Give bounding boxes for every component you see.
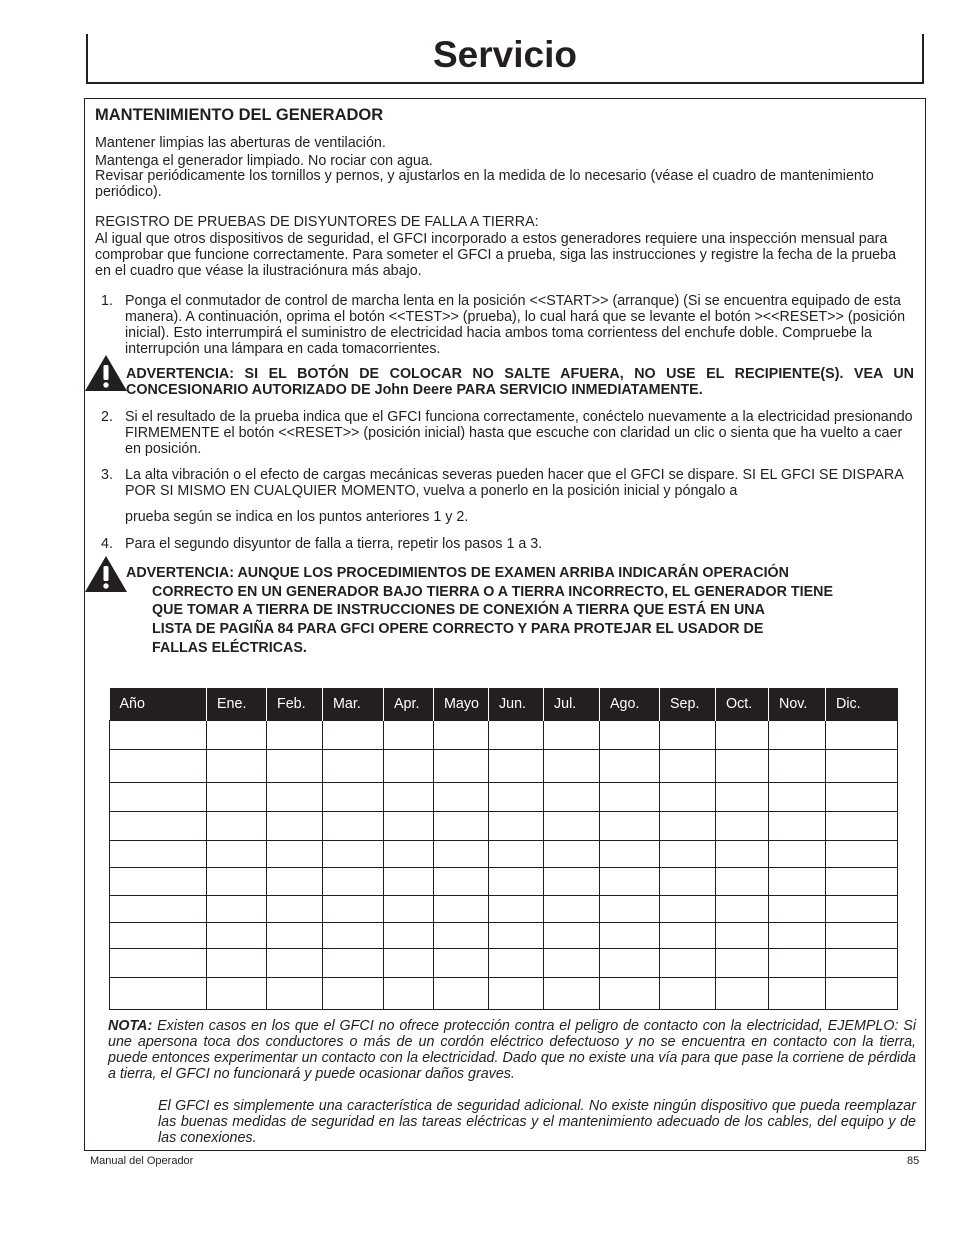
note-label: NOTA: <box>108 1018 153 1034</box>
table-cell[interactable] <box>384 978 434 1010</box>
table-cell[interactable] <box>110 783 207 812</box>
warning-2-line-1: ADVERTENCIA: AUNQUE LOS PROCEDIMIENTOS DE EXAMEN ARRIBA INDICARÁN OPERACIÓN <box>126 565 789 581</box>
column-header-month: Apr. <box>384 688 434 721</box>
table-cell[interactable] <box>826 923 898 949</box>
step-2-text: Si el resultado de la prueba indica que el GFCI funciona correctamente, conéctelo nuevamente a la electricidad presionando FIRMEMENTE el botón <<RESET>> (posición inicial) hasta que escuche con claridad un clic o sienta que ha vuelto a caer en posición. <box>125 409 913 457</box>
note-paragraph-1 <box>108 1018 916 1082</box>
table-cell[interactable] <box>323 721 384 750</box>
warning-2-line-2: CORRECTO EN UN GENERADOR BAJO TIERRA O A TIERRA INCORRECTO, EL GENERADOR TIENE <box>152 584 834 600</box>
table-cell[interactable] <box>544 923 600 949</box>
maintenance-line-3: Revisar periódicamente los tornillos y pernos, y ajustarlos en la medida de lo necesario (véase el cuadro de mantenimiento periódico). <box>95 168 874 200</box>
warning-2-line-5: FALLAS ELÉCTRICAS. <box>152 640 307 656</box>
table-cell[interactable] <box>110 923 207 949</box>
table-cell[interactable] <box>110 868 207 896</box>
table-cell[interactable] <box>489 841 544 868</box>
table-row <box>110 923 898 949</box>
table-cell[interactable] <box>207 841 267 868</box>
table-cell[interactable] <box>384 812 434 841</box>
table-cell[interactable] <box>434 949 489 978</box>
table-cell[interactable] <box>207 783 267 812</box>
table-cell[interactable] <box>826 978 898 1010</box>
table-cell[interactable] <box>489 812 544 841</box>
table-cell[interactable] <box>600 923 660 949</box>
table-cell[interactable] <box>323 896 384 923</box>
table-cell[interactable] <box>769 783 826 812</box>
maintenance-line-1: Mantener limpias las aberturas de ventilación. <box>95 135 386 151</box>
column-header-month: Mayo <box>434 688 489 721</box>
table-row <box>110 721 898 750</box>
note-paragraph-2: El GFCI es simplemente una característica de seguridad adicional. No existe ningún dispositivo que pueda reemplazar las buenas medidas de seguridad en las tareas eléctricas y el mantenimiento adecuado de los cables, del equipo y de las conexiones. <box>158 1098 916 1146</box>
table-cell[interactable] <box>267 868 323 896</box>
table-cell[interactable] <box>544 978 600 1010</box>
table-cell[interactable] <box>660 812 716 841</box>
table-cell[interactable] <box>716 783 769 812</box>
footer-manual-name: Manual del Operador <box>90 1155 194 1167</box>
table-cell[interactable] <box>110 812 207 841</box>
column-header-month: Dic. <box>826 688 898 721</box>
table-cell[interactable] <box>544 721 600 750</box>
table-cell[interactable] <box>544 896 600 923</box>
section-heading: MANTENIMIENTO DEL GENERADOR <box>95 106 384 124</box>
table-cell[interactable] <box>207 868 267 896</box>
table-cell[interactable] <box>434 812 489 841</box>
table-cell[interactable] <box>384 949 434 978</box>
table-cell[interactable] <box>323 978 384 1010</box>
table-cell[interactable] <box>489 783 544 812</box>
table-cell[interactable] <box>110 949 207 978</box>
table-cell[interactable] <box>434 783 489 812</box>
table-cell[interactable] <box>384 841 434 868</box>
table-cell[interactable] <box>826 812 898 841</box>
note-text-1: Existen casos en los que el GFCI no ofrece protección contra el peligro de contacto con la electricidad, EJEMPLO: Si une apersona toca dos conductores o más de un cordón eléctrico defectuoso y no se encuentra en contacto con la tierra, puede entonces experimentar un contacto con la electricidad. Dado que no existe una vía para que pase la corriene de pérdida a tierra, el GFCI no funcionará y puede ocasionar daños graves. <box>108 1018 916 1082</box>
table-cell[interactable] <box>489 750 544 783</box>
table-cell[interactable] <box>660 783 716 812</box>
table-cell[interactable] <box>660 949 716 978</box>
table-cell[interactable] <box>323 783 384 812</box>
warning-triangle-icon <box>84 555 128 593</box>
step-3-text: La alta vibración o el efecto de cargas mecánicas severas pueden hacer que el GFCI se dispare. SI EL GFCI SE DISPARA POR SI MISMO EN CUALQUIER MOMENTO, vuelva a ponerlo en la posición inicial y póngalo a <box>125 467 903 499</box>
table-cell[interactable] <box>660 841 716 868</box>
column-header-month: Ene. <box>207 688 267 721</box>
table-cell[interactable] <box>434 868 489 896</box>
table-cell[interactable] <box>207 978 267 1010</box>
table-row <box>110 783 898 812</box>
table-cell[interactable] <box>384 868 434 896</box>
table-cell[interactable] <box>267 812 323 841</box>
step-3-continuation: prueba según se indica en los puntos anteriores 1 y 2. <box>125 509 469 525</box>
column-header-month: Ago. <box>600 688 660 721</box>
table-cell[interactable] <box>110 750 207 783</box>
table-cell[interactable] <box>267 978 323 1010</box>
note-block <box>108 1018 916 1146</box>
table-cell[interactable] <box>267 923 323 949</box>
table-cell[interactable] <box>600 978 660 1010</box>
table-cell[interactable] <box>544 841 600 868</box>
table-cell[interactable] <box>769 949 826 978</box>
table-cell[interactable] <box>207 923 267 949</box>
table-cell[interactable] <box>600 841 660 868</box>
table-cell[interactable] <box>544 949 600 978</box>
warning-2-line-3: QUE TOMAR A TIERRA DE INSTRUCCIONES DE CONEXIÓN A TIERRA QUE ESTÁ EN UNA <box>152 602 765 618</box>
table-cell[interactable] <box>434 923 489 949</box>
table-cell[interactable] <box>716 868 769 896</box>
column-header-month: Mar. <box>323 688 384 721</box>
table-cell[interactable] <box>544 750 600 783</box>
table-cell[interactable] <box>267 841 323 868</box>
table-cell[interactable] <box>267 949 323 978</box>
table-cell[interactable] <box>660 978 716 1010</box>
table-cell[interactable] <box>826 868 898 896</box>
table-row <box>110 896 898 923</box>
table-cell[interactable] <box>600 812 660 841</box>
column-header-month: Oct. <box>716 688 769 721</box>
table-cell[interactable] <box>716 978 769 1010</box>
table-cell[interactable] <box>384 721 434 750</box>
table-cell[interactable] <box>769 812 826 841</box>
table-cell[interactable] <box>110 896 207 923</box>
table-cell[interactable] <box>660 750 716 783</box>
table-cell[interactable] <box>544 812 600 841</box>
table-cell[interactable] <box>600 783 660 812</box>
table-cell[interactable] <box>110 721 207 750</box>
table-cell[interactable] <box>600 750 660 783</box>
column-header-month: Jun. <box>489 688 544 721</box>
table-cell[interactable] <box>434 721 489 750</box>
table-cell[interactable] <box>600 868 660 896</box>
table-cell[interactable] <box>826 949 898 978</box>
gfci-test-log-table <box>109 688 898 1010</box>
table-cell[interactable] <box>110 978 207 1010</box>
step-number: 2. <box>101 409 113 425</box>
table-cell[interactable] <box>826 750 898 783</box>
table-cell[interactable] <box>826 841 898 868</box>
table-cell[interactable] <box>826 721 898 750</box>
table-cell[interactable] <box>716 750 769 783</box>
column-header-year: Año <box>110 688 207 721</box>
column-header-month: Sep. <box>660 688 716 721</box>
table-cell[interactable] <box>434 896 489 923</box>
step-number: 1. <box>101 293 113 309</box>
table-cell[interactable] <box>544 783 600 812</box>
table-cell[interactable] <box>489 978 544 1010</box>
step-1-text: Ponga el conmutador de control de marcha lenta en la posición <<START>> (arranque) (Si se encuentra equipado de esta manera). A continuación, oprima el botón <<TEST>> (prueba), lo cual hará que se levante el botón ><<RESET>> (posición inicial). Esto interrumpirá el suministro de electricidad hacia ambos toma corrientess del enchufe doble. Compruebe la interrupción una lámpara en cada tomacorrientes. <box>125 293 906 357</box>
table-row <box>110 868 898 896</box>
table-cell[interactable] <box>769 841 826 868</box>
table-cell[interactable] <box>716 721 769 750</box>
table-cell[interactable] <box>489 721 544 750</box>
table-cell[interactable] <box>826 896 898 923</box>
table-cell[interactable] <box>826 783 898 812</box>
table-cell[interactable] <box>267 721 323 750</box>
title-box <box>86 34 924 84</box>
table-cell[interactable] <box>267 896 323 923</box>
table-cell[interactable] <box>489 923 544 949</box>
table-row <box>110 978 898 1010</box>
table-cell[interactable] <box>267 750 323 783</box>
table-cell[interactable] <box>207 812 267 841</box>
gfci-heading: REGISTRO DE PRUEBAS DE DISYUNTORES DE FALLA A TIERRA: <box>95 214 539 230</box>
table-cell[interactable] <box>323 812 384 841</box>
step-number: 3. <box>101 467 113 483</box>
table-cell[interactable] <box>660 923 716 949</box>
warning-triangle-icon <box>84 354 128 392</box>
table-cell[interactable] <box>489 868 544 896</box>
table-cell[interactable] <box>207 721 267 750</box>
table-cell[interactable] <box>769 721 826 750</box>
table-cell[interactable] <box>323 750 384 783</box>
column-header-month: Jul. <box>544 688 600 721</box>
table-row <box>110 750 898 783</box>
table-cell[interactable] <box>769 750 826 783</box>
table-cell[interactable] <box>323 841 384 868</box>
step-4-text: Para el segundo disyuntor de falla a tierra, repetir los pasos 1 a 3. <box>125 536 543 552</box>
table-cell[interactable] <box>600 721 660 750</box>
table-cell[interactable] <box>489 896 544 923</box>
table-row <box>110 841 898 868</box>
warning-2-line-4: LISTA DE PAGIÑA 84 PARA GFCI OPERE CORRECTO Y PARA PROTEJAR EL USADOR DE <box>152 621 764 637</box>
footer-page-number: 85 <box>907 1155 920 1167</box>
table-cell[interactable] <box>434 750 489 783</box>
table-cell[interactable] <box>323 923 384 949</box>
table-cell[interactable] <box>769 868 826 896</box>
table-cell[interactable] <box>660 896 716 923</box>
column-header-month: Nov. <box>769 688 826 721</box>
table-cell[interactable] <box>716 923 769 949</box>
table-cell[interactable] <box>207 750 267 783</box>
table-cell[interactable] <box>769 978 826 1010</box>
table-cell[interactable] <box>323 868 384 896</box>
table-cell[interactable] <box>207 896 267 923</box>
table-cell[interactable] <box>716 812 769 841</box>
gfci-intro: Al igual que otros dispositivos de seguridad, el GFCI incorporado a estos generadores requiere una inspección mensual para comprobar que funcione correctamente. Para someter el GFCI a prueba, siga las instrucciones y registre la fecha de la prueba en el cuadro que véase la ilustraciónura más abajo. <box>95 231 897 279</box>
table-cell[interactable] <box>716 841 769 868</box>
column-header-month: Feb. <box>267 688 323 721</box>
table-row <box>110 949 898 978</box>
table-cell[interactable] <box>434 841 489 868</box>
table-cell[interactable] <box>769 896 826 923</box>
page-title: Servicio <box>433 34 577 75</box>
table-body <box>110 721 898 1010</box>
table-row <box>110 812 898 841</box>
step-number: 4. <box>101 536 113 552</box>
maintenance-line-2: Mantenga el generador limpiado. No rociar con agua. <box>95 153 433 169</box>
table-cell[interactable] <box>660 868 716 896</box>
table-cell[interactable] <box>384 923 434 949</box>
table-cell[interactable] <box>660 721 716 750</box>
table-cell[interactable] <box>384 783 434 812</box>
table-cell[interactable] <box>267 783 323 812</box>
warning-1-text: ADVERTENCIA: SI EL BOTÓN DE COLOCAR NO SALTE AFUERA, NO USE EL RECIPIENTE(S). VEA UN CONCESIONARIO AUTORIZADO DE John Deere PARA SERVICIO INMEDIATAMENTE. <box>126 366 914 398</box>
table-header-row <box>110 688 898 721</box>
table-cell[interactable] <box>384 750 434 783</box>
table-cell[interactable] <box>434 978 489 1010</box>
table-cell[interactable] <box>544 868 600 896</box>
table-cell[interactable] <box>716 949 769 978</box>
table-cell[interactable] <box>207 949 267 978</box>
table-cell[interactable] <box>716 896 769 923</box>
table-cell[interactable] <box>769 923 826 949</box>
table-cell[interactable] <box>600 896 660 923</box>
table-cell[interactable] <box>600 949 660 978</box>
table-cell[interactable] <box>110 841 207 868</box>
table-cell[interactable] <box>384 896 434 923</box>
table-cell[interactable] <box>323 949 384 978</box>
table-cell[interactable] <box>489 949 544 978</box>
